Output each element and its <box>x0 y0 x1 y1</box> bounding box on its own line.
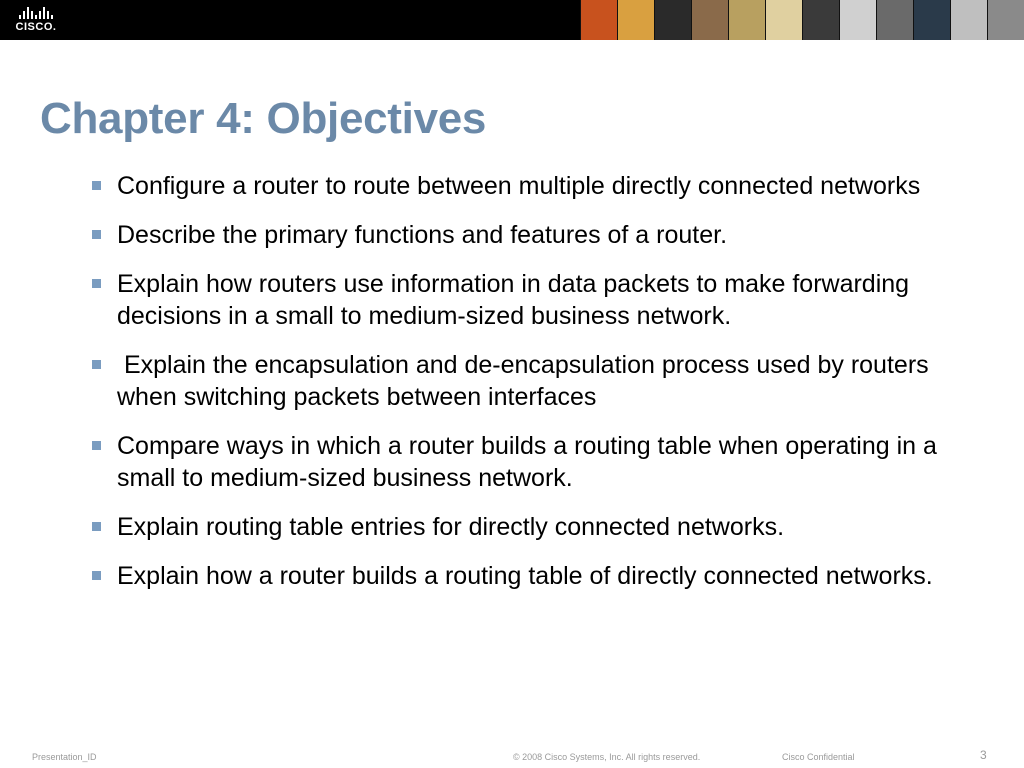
bullet-square-icon <box>92 441 101 450</box>
bullet-square-icon <box>92 522 101 531</box>
objective-bullet <box>90 268 970 332</box>
header-photo-tile <box>765 0 802 40</box>
objective-text: Explain routing table entries for directly connected networks. <box>117 513 785 541</box>
header-photo-tile <box>654 0 691 40</box>
footer-confidential: Cisco Confidential <box>782 752 855 762</box>
objective-text: Explain how routers use information in data packets to make forwarding decisions in a small to medium-sized business network. <box>117 270 917 330</box>
footer-presentation-id: Presentation_ID <box>32 752 97 762</box>
header-photo-strip <box>580 0 1024 40</box>
header-photo-tile <box>728 0 765 40</box>
header-photo-tile <box>580 0 617 40</box>
header-photo-tile <box>950 0 987 40</box>
objective-bullet <box>90 170 970 202</box>
bullet-square-icon <box>92 360 101 369</box>
page-number: 3 <box>980 748 987 762</box>
objective-text: Describe the primary functions and features of a router. <box>117 221 728 249</box>
cisco-logo-bars-icon <box>19 7 53 19</box>
header-photo-tile <box>802 0 839 40</box>
bullet-square-icon <box>92 230 101 239</box>
objective-bullet <box>90 219 970 251</box>
objective-bullet <box>90 349 970 413</box>
footer-copyright: © 2008 Cisco Systems, Inc. All rights reserved. <box>513 752 701 762</box>
bullet-square-icon <box>92 181 101 190</box>
header-photo-tile <box>691 0 728 40</box>
header-bar <box>0 0 1024 40</box>
cisco-logo-text: CISCO. <box>15 21 57 33</box>
objective-text: Explain the encapsulation and de-encapsulation process used by routers when switching packets between interfaces <box>117 351 936 411</box>
objective-text: Compare ways in which a router builds a routing table when operating in a small to medium-sized business network. <box>117 432 944 492</box>
header-photo-tile <box>913 0 950 40</box>
slide-title: Chapter 4: Objectives <box>40 94 487 143</box>
header-photo-tile <box>839 0 876 40</box>
objective-bullet <box>90 511 970 543</box>
bullet-square-icon <box>92 279 101 288</box>
objectives-list <box>90 170 970 609</box>
header-photo-tile <box>987 0 1024 40</box>
header-photo-tile <box>617 0 654 40</box>
objective-text: Explain how a router builds a routing table of directly connected networks. <box>117 562 933 590</box>
bullet-square-icon <box>92 571 101 580</box>
objective-bullet <box>90 430 970 494</box>
objective-text: Configure a router to route between multiple directly connected networks <box>117 172 921 200</box>
cisco-logo <box>0 0 72 40</box>
objective-bullet <box>90 560 970 592</box>
header-photo-tile <box>876 0 913 40</box>
